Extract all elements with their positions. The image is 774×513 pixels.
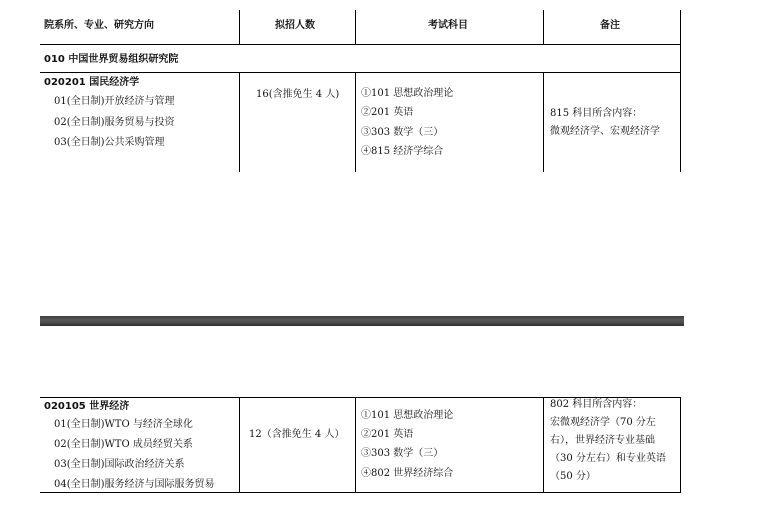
table-border <box>680 397 681 493</box>
notes-text: 815 科目所含内容： <box>550 108 643 119</box>
direction-item: 01(全日制)WTO 与经济全球化 <box>54 419 193 430</box>
notes-text: （50 分） <box>550 471 596 482</box>
table-border <box>543 10 544 45</box>
exam-subject: ③303 数学（三） <box>361 127 444 138</box>
table-border <box>355 10 356 45</box>
department-name: 010 中国世界贸易组织研究院 <box>44 54 179 65</box>
header-department: 院系所、专业、研究方向 <box>44 20 154 31</box>
header-enrollment: 拟招人数 <box>275 20 315 31</box>
table-border <box>239 73 240 172</box>
table-border <box>680 10 681 172</box>
notes-text: 右），世界经济专业基础 <box>550 435 655 446</box>
notes-text: 微观经济学、宏观经济学 <box>550 126 660 137</box>
enrollment-count: 12（含推免生 4 人） <box>249 429 345 440</box>
table-border <box>355 397 356 493</box>
exam-subject: ③303 数学（三） <box>361 448 444 459</box>
exam-subject: ④802 世界经济综合 <box>361 468 454 479</box>
exam-subject: ②201 英语 <box>361 107 414 118</box>
admissions-table-2 <box>40 397 681 493</box>
table-border <box>543 397 544 493</box>
exam-subject: ①101 思想政治理论 <box>361 410 454 421</box>
table-border <box>40 72 681 73</box>
table-border <box>40 44 681 45</box>
table-border <box>239 10 240 45</box>
exam-subject: ④815 经济学综合 <box>361 146 444 157</box>
table-border <box>543 73 544 172</box>
direction-item: 02(全日制)WTO 成员经贸关系 <box>54 439 193 450</box>
major-name: 020201 国民经济学 <box>44 77 140 88</box>
major-name: 020105 世界经济 <box>44 401 130 412</box>
exam-subject: ①101 思想政治理论 <box>361 88 454 99</box>
notes-text: 802 科目所含内容： <box>550 399 643 410</box>
table-border <box>355 73 356 172</box>
direction-item: 03(全日制)国际政治经济关系 <box>54 459 185 470</box>
page-separator-bar <box>40 316 684 326</box>
table-border <box>40 492 681 493</box>
direction-item: 03(全日制)公共采购管理 <box>54 137 165 148</box>
notes-text: （30 分左右）和专业英语 <box>550 453 666 464</box>
header-notes: 备注 <box>600 20 620 31</box>
direction-item: 04(全日制)服务经济与国际服务贸易 <box>54 479 215 490</box>
direction-item: 01(全日制)开放经济与管理 <box>54 96 175 107</box>
header-exam-subjects: 考试科目 <box>428 20 468 31</box>
enrollment-count: 16(含推免生 4 人) <box>256 89 340 100</box>
table-border <box>239 397 240 493</box>
admissions-table-1 <box>40 10 681 172</box>
direction-item: 02(全日制)服务贸易与投资 <box>54 117 175 128</box>
exam-subject: ②201 英语 <box>361 429 414 440</box>
notes-text: 宏微观经济学（70 分左 <box>550 417 656 428</box>
